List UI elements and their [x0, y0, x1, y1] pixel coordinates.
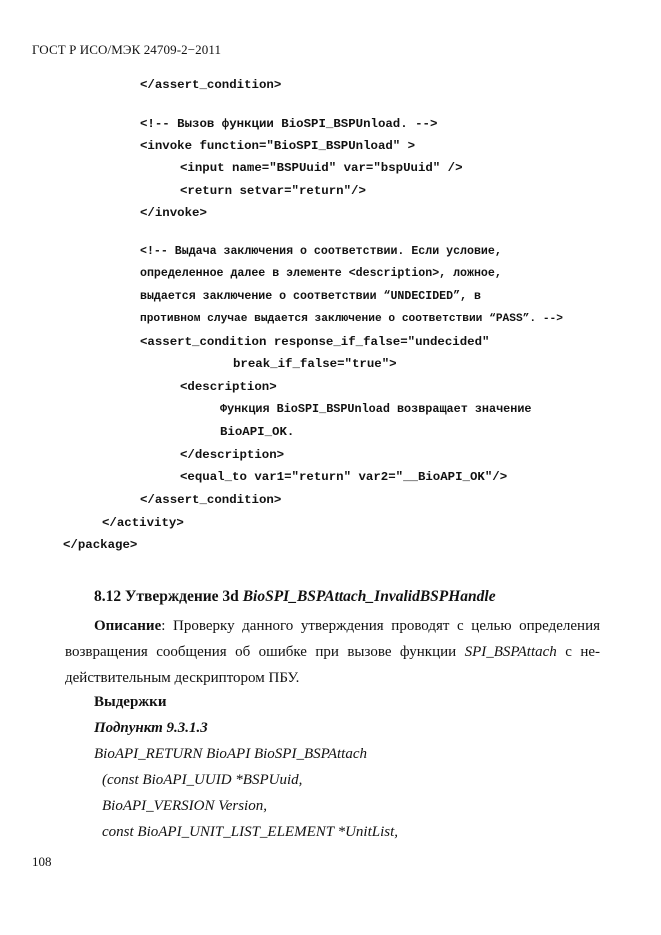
- code-line: <!-- Вызов функции BioSPI_BSPUnload. -->: [140, 117, 438, 131]
- subclause-label: Подпункт 9.3.1.3: [94, 720, 208, 736]
- code-line: <assert_condition response_if_false="undecided": [140, 335, 490, 349]
- code-line: Функция BioSPI_BSPUnload возвращает значение: [220, 402, 532, 416]
- code-line: </activity>: [102, 516, 184, 530]
- code-line: </description>: [180, 448, 285, 462]
- excerpt-line: const BioAPI_UNIT_LIST_ELEMENT *UnitList,: [102, 824, 399, 840]
- section-heading: [94, 588, 496, 606]
- code-line: определенное далее в элементе <description>, ложное,: [140, 267, 502, 280]
- code-line: выдается заключение о соответствии “UNDECIDED”, в: [140, 290, 481, 303]
- page-number: 108: [32, 854, 52, 869]
- code-line: противном случае выдается заключение о соответствии “PASS”. -->: [140, 313, 563, 325]
- excerpt-line: (const BioAPI_UUID *BSPUuid,: [102, 772, 303, 788]
- excerpt-line: BioAPI_VERSION Version,: [102, 798, 267, 814]
- code-line: <equal_to var1="return" var2="__BioAPI_OK"/>: [180, 470, 508, 484]
- code-line: <return setvar="return"/>: [180, 184, 366, 198]
- section-number-title: 8.12 Утверждение 3d: [94, 588, 243, 605]
- description-function: SPI_BSPAttach: [464, 644, 557, 660]
- code-line: <invoke function="BioSPI_BSPUnload" >: [140, 139, 416, 153]
- code-line: <!-- Выдача заключения о соответствии. Если условие,: [140, 245, 502, 258]
- code-line: <input name="BSPUuid" var="bspUuid" />: [180, 161, 463, 175]
- code-line: <description>: [180, 380, 277, 394]
- section-name: BioSPI_BSPAttach_InvalidBSPHandle: [242, 588, 496, 605]
- code-line: break_if_false="true">: [233, 357, 397, 371]
- code-line: </invoke>: [140, 206, 207, 220]
- code-line: </assert_condition>: [140, 78, 282, 92]
- document-header: ГОСТ Р ИСО/МЭК 24709-2−2011: [32, 42, 222, 57]
- excerpts-label: Выдержки: [94, 694, 167, 710]
- description-paragraph: [65, 613, 600, 691]
- description-label: Описание: [94, 618, 162, 634]
- description-text-1: : Проверку данного утверждения проводят с целью определения возвращения сообщения об ошибке при вызове функции: [65, 618, 600, 660]
- excerpt-line: BioAPI_RETURN BioAPI BioSPI_BSPAttach: [94, 746, 368, 762]
- code-line: BioAPI_OK.: [220, 425, 295, 439]
- code-line: </assert_condition>: [140, 493, 282, 507]
- code-line: </package>: [63, 538, 138, 552]
- description-text-2: с не-действительным дескриптором ПБУ.: [65, 644, 600, 686]
